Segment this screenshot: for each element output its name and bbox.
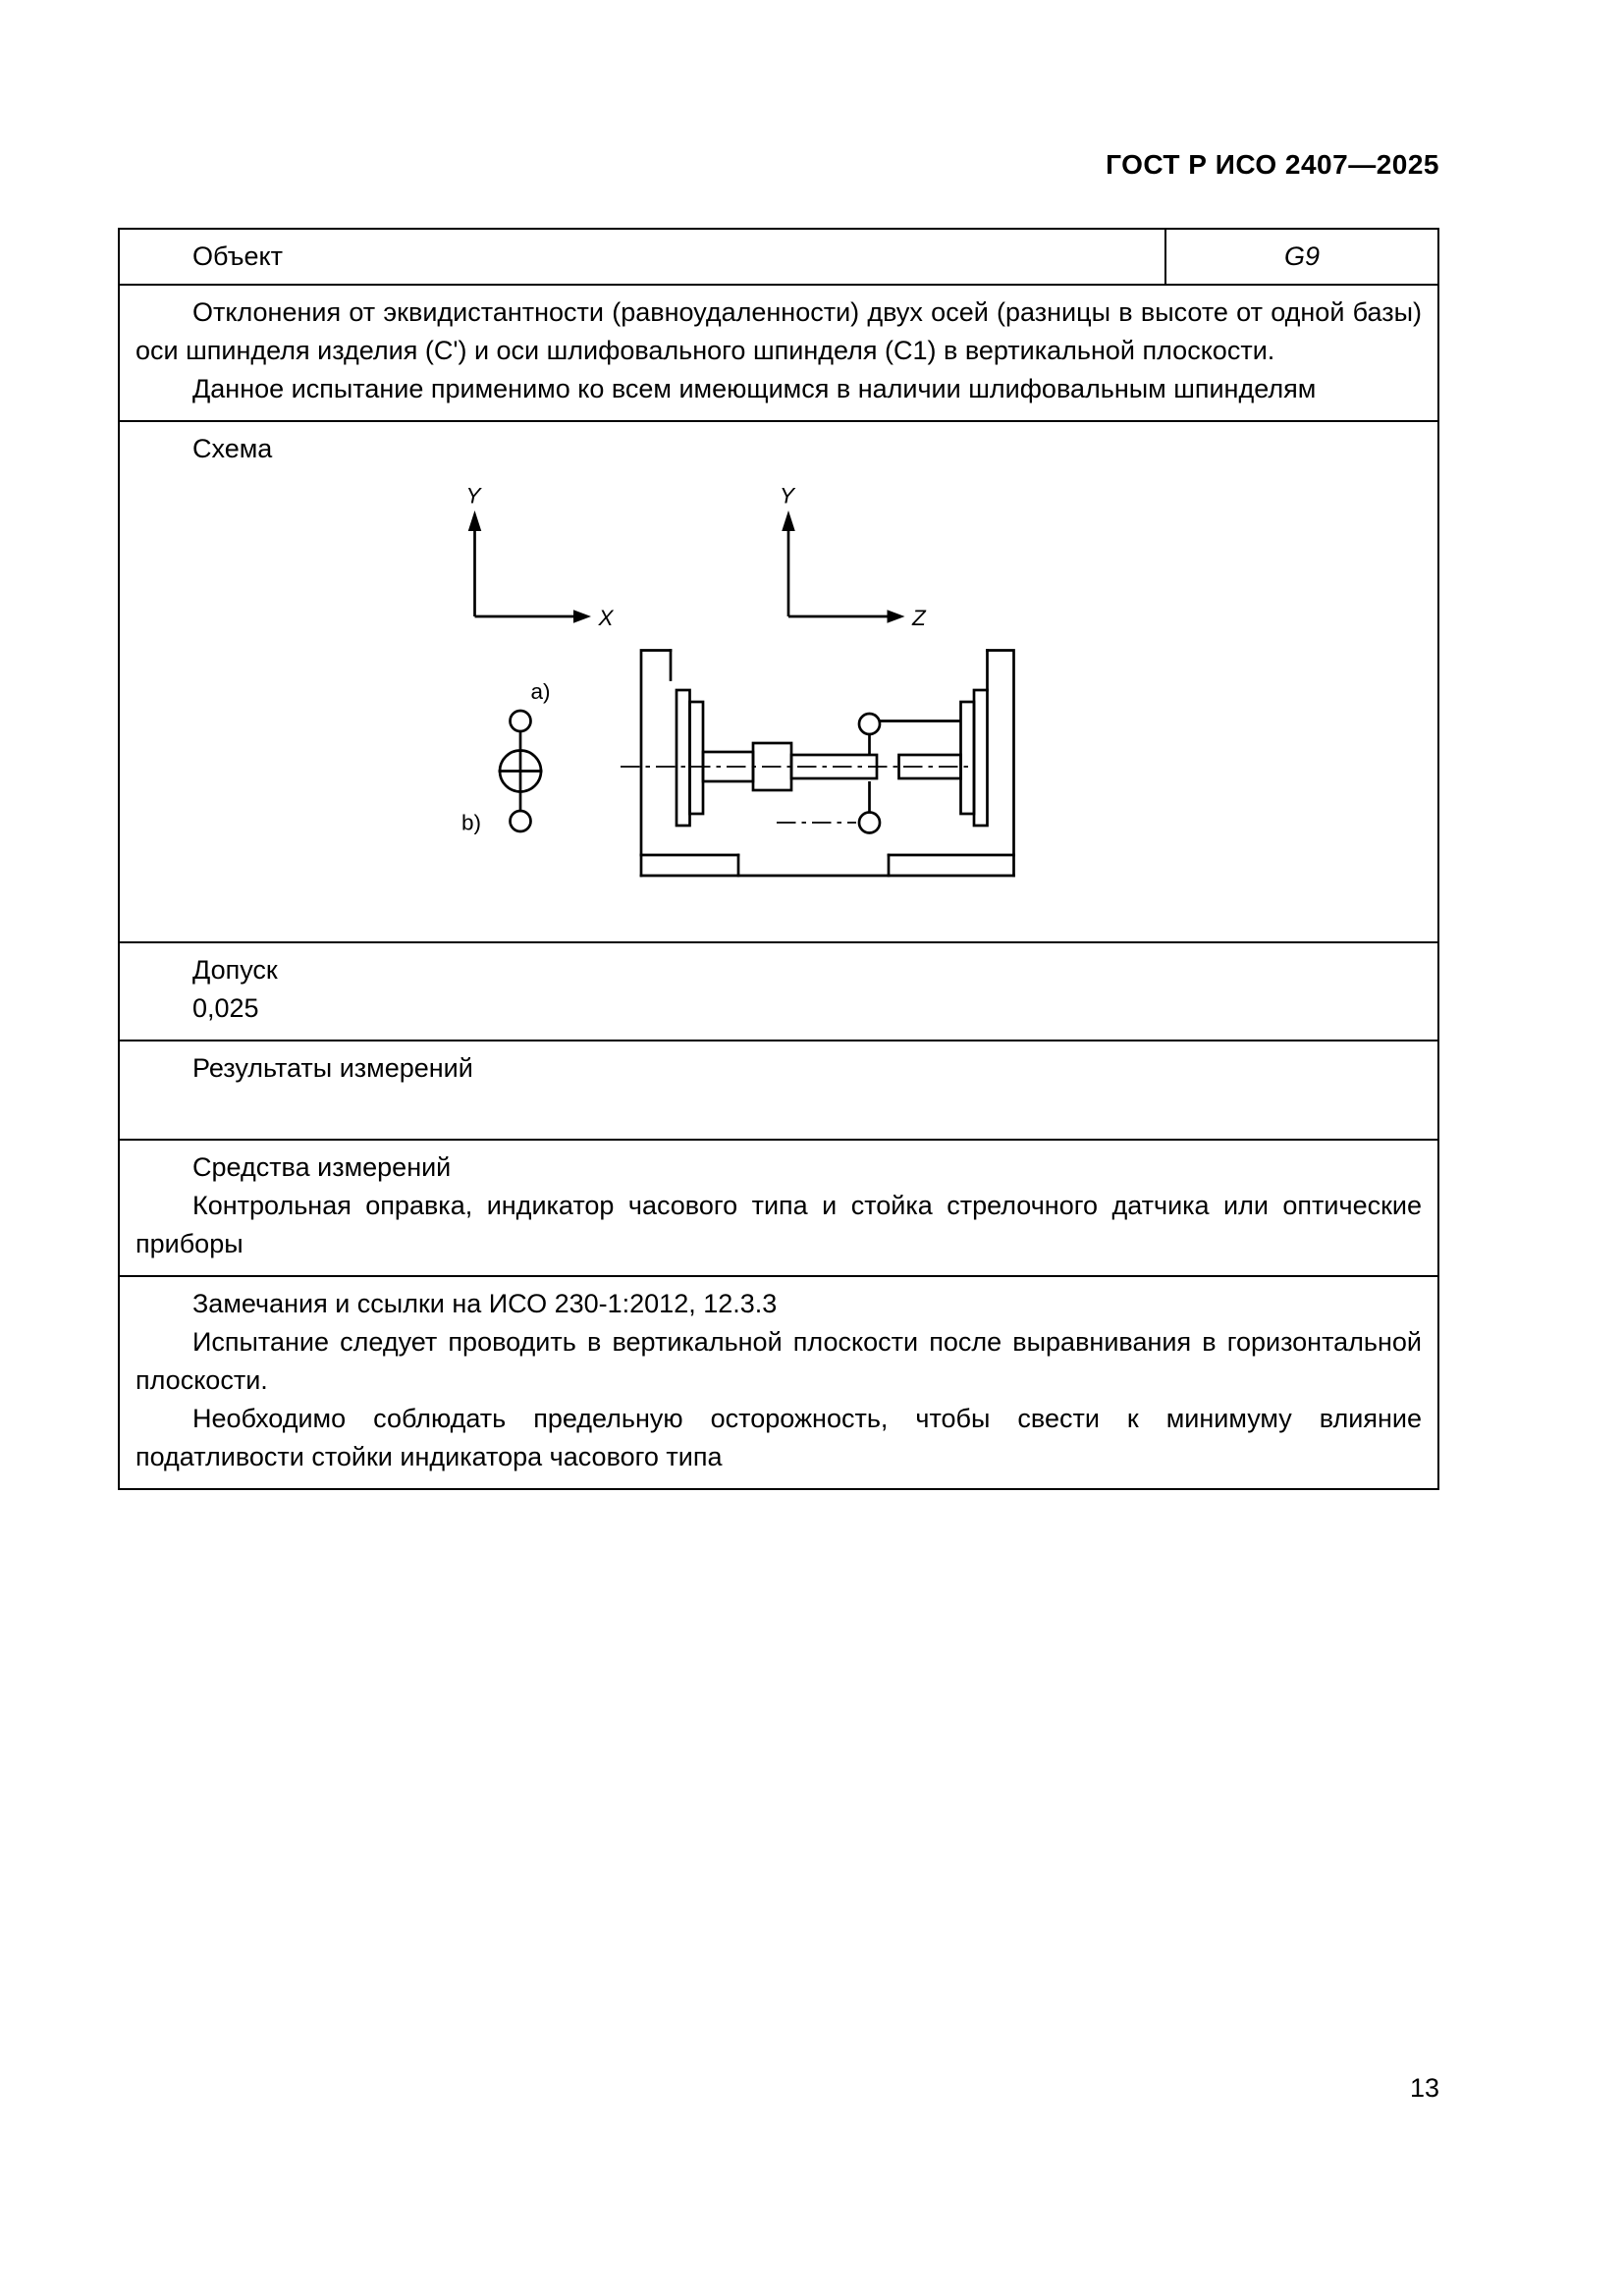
axis-label-y-right: Y (780, 484, 795, 508)
centerlines (621, 767, 971, 823)
notes-title: Замечания и ссылки на ИСО 230-1:2012, 12.3.3 (192, 1289, 778, 1318)
tolerance-label: Допуск (192, 955, 278, 985)
instruments-text: Контрольная оправка, индикатор часового типа и стойка стрелочного датчика или оптические приборы (135, 1191, 1422, 1258)
machine-outline (641, 651, 1014, 877)
dial-gauge-b-icon (511, 811, 531, 831)
results-label: Результаты измерений (192, 1053, 473, 1083)
document-header: ГОСТ Р ИСО 2407—2025 (1106, 149, 1439, 180)
axes-right (788, 528, 888, 616)
instruments-label: Средства измерений (192, 1152, 452, 1182)
object-value: G9 (1164, 230, 1437, 284)
dial-gauge-a-icon (511, 711, 531, 731)
marker-b-label: b) (461, 810, 482, 835)
spec-table (118, 228, 1439, 1490)
tolerance-value: 0,025 (192, 993, 259, 1023)
table-row-instruments (120, 1139, 1437, 1275)
description-para2: Данное испытание применимо ко всем имеющимся в наличии шлифовальным шпинделям (192, 374, 1317, 403)
marker-a-label: a) (530, 679, 551, 704)
notes-para2: Необходимо соблюдать предельную осторожность, чтобы свести к минимуму влияние податливости стойки индикатора часового типа (135, 1404, 1422, 1471)
arrow-up-left (468, 510, 482, 531)
table-row-notes (120, 1275, 1437, 1488)
table-row-results (120, 1040, 1437, 1139)
table-row-object (120, 230, 1437, 284)
axis-label-z: Z (912, 606, 926, 630)
arrow-right-left (573, 610, 591, 623)
axes-left (475, 528, 574, 616)
arrow-up-right (782, 510, 795, 531)
indicator-legend (499, 711, 543, 831)
table-row-tolerance (120, 941, 1437, 1040)
object-label: Объект (192, 241, 283, 271)
machine-schematic-diagram (450, 484, 1068, 926)
description-para1: Отклонения от эквидистантности (равноудаленности) двух осей (разницы в высоте от одной базы) оси шпинделя изделия (C') и оси шлифовального шпинделя (C1) в вертикальной плоскости. (135, 297, 1422, 365)
axis-label-x: X (598, 606, 614, 630)
table-row-description (120, 284, 1437, 420)
axis-label-y-left: Y (465, 484, 481, 508)
page-number: 13 (1409, 2073, 1439, 2103)
dial-indicator-lower (859, 781, 880, 833)
schema-label: Схема (192, 434, 273, 463)
table-row-schema (120, 420, 1437, 941)
notes-para1: Испытание следует проводить в вертикальной плоскости после выравнивания в горизонтальной плоскости. (135, 1327, 1422, 1395)
dial-indicator-upper (859, 714, 961, 755)
arrow-right-right (888, 610, 905, 623)
